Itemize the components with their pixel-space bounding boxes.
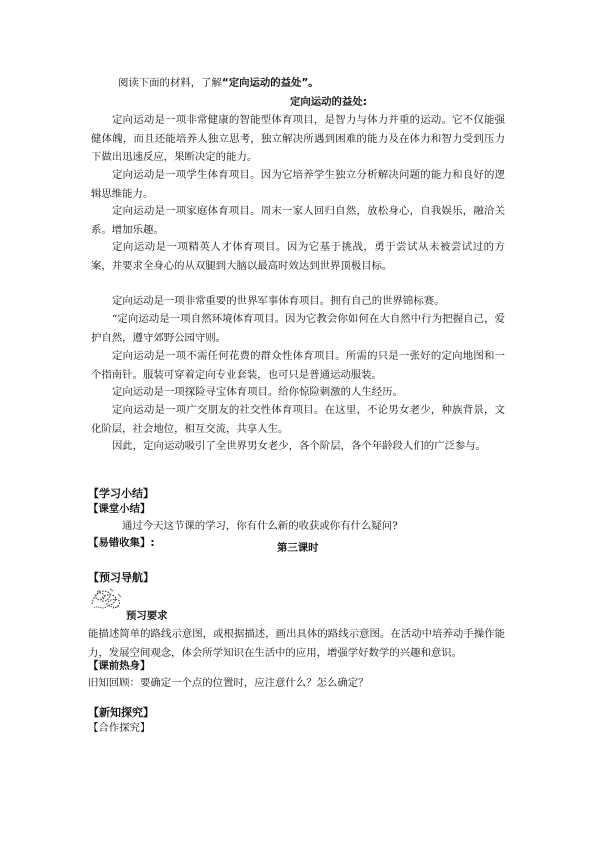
warmup-text: 旧知回顾：要确定一个点的位置时，应注意什么？怎么确定？ [88, 677, 369, 689]
new-knowledge-heading: 【新知探究】 [88, 706, 154, 719]
article-paragraph: “定向运动是一项自然环境体育项目。因为它教会你如何在大自然中行为把握自己，爱护自然，遵守郊野公园守则。 [91, 313, 505, 344]
intro-line [118, 76, 319, 91]
article-paragraph: 因此，定向运动吸引了全世界男女老少，各个阶层，各个年龄段人们的广泛参与。 [112, 440, 487, 452]
article-paragraph: 定向运动是一项广交朋友的社交性体育项目。在这里，不论男女老少，种族背景，文化阶层，社会地位，相互交流，共享人生。 [91, 404, 505, 435]
article-paragraph: 定向运动是一项探险寻宝体育项目。给你惊险刺激的人生经历。 [112, 386, 403, 398]
article-paragraph: 定向运动是一项精英人才体育项目。因为它基于挑战，勇于尝试从未被尝试过的方案，并要求全身心的从双腿到大脑以最高时效达到世界顶极目标。 [91, 241, 505, 272]
article-paragraph: 定向运动是一项不需任何花费的群众性体育项目。所需的只是一张好的定向地图和一个指南针。服装可穿着定向专业套装，也可只是普通运动服装。 [91, 350, 505, 381]
preview-requirements-title: 预习要求 [126, 610, 168, 622]
intro-lead: 阅读下面的材料，了解 [118, 77, 222, 89]
intro-emphasis: “定向运动的益处”。 [221, 77, 319, 89]
preview-requirements-text: 能描述简单的路线示意图，或根据描述，画出具体的路线示意图。在活动中培养动手操作能力，发展空间观念，体会所学知识在生活中的应用，增强学好数学的兴趣和意识。 [88, 628, 505, 659]
article-paragraph: 定向运动是一项非常健康的智能型体育项目，是智力与体力并重的运动。它不仅能强健体魄，而且还能培养人独立思考，独立解决所遇到困难的能力及在体力和智力受到压力下做出迅速反应，果断决定的能力。 [91, 114, 505, 163]
scribble-pen-icon [88, 586, 126, 614]
article-title: 定向运动的益处: [290, 96, 367, 108]
preview-heading: 【预习导航】 [88, 571, 154, 584]
class-summary-heading: 【课堂小结】 [88, 503, 151, 515]
lesson-title: 第三课时 [277, 542, 319, 554]
learning-summary-heading: 【学习小结】 [88, 487, 154, 500]
warmup-heading: 【课前热身】 [88, 660, 151, 672]
article-paragraph: 定向运动是一项非常重要的世界军事体育项目。拥有自己的世界锦标赛。 [112, 295, 445, 307]
cooperative-inquiry-heading: 【合作探究】 [88, 722, 151, 734]
mistakes-heading: 【易错收集】: [88, 537, 155, 549]
article-paragraph: 定向运动是一项学生体育项目。因为它培养学生独立分析解决问题的能力和良好的逻辑思维能力。 [91, 169, 505, 200]
class-summary-question: 通过今天这节课的学习，你有什么新的收获或你有什么疑问? [122, 520, 398, 532]
article-paragraph: 定向运动是一项家庭体育项目。周末一家人回归自然，放松身心，自我娱乐，融洽关系。增加乐趣。 [91, 205, 505, 236]
